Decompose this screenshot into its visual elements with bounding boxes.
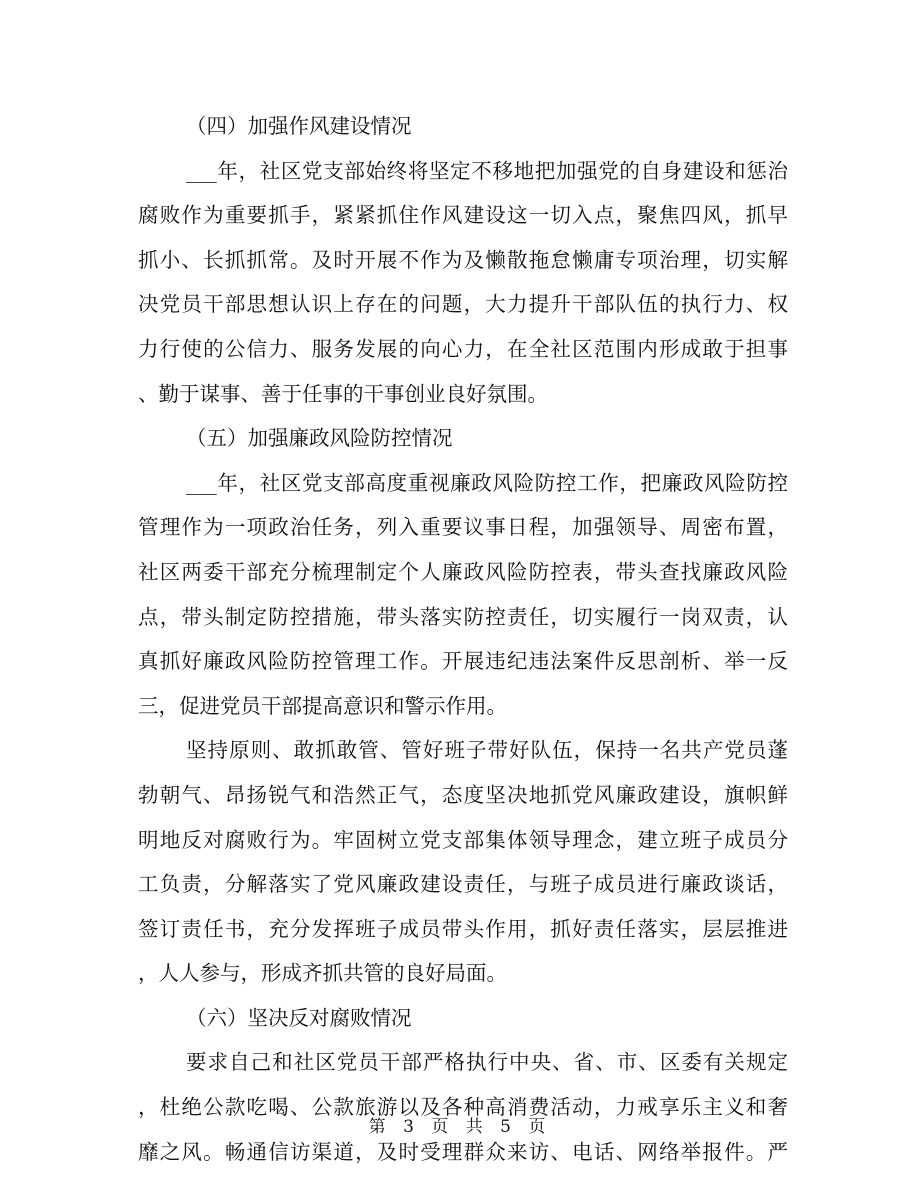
paragraph-line: 坚持原则、敢抓敢管、管好班子带好队伍，保持一名共产党员蓬 [186, 738, 788, 763]
page-number-footer: 第 3 页 共 5 页 [368, 1117, 552, 1137]
paragraph-line: 抓小、长抓抓常。及时开展不作为及懒散拖怠懒庸专项治理，切实解 [138, 247, 788, 272]
paragraph-line: 要求自己和社区党员干部严格执行中央、省、市、区委有关规定 [186, 1050, 788, 1075]
paragraph-line: ，人人参与，形成齐抓共管的良好局面。 [138, 961, 507, 986]
paragraph-line: 力行使的公信力、服务发展的向心力，在全社区范围内形成敢于担事 [138, 336, 788, 361]
section-heading: （六）坚决反对腐败情况 [186, 1005, 412, 1030]
paragraph-line: 决党员干部思想认识上存在的问题，大力提升干部队伍的执行力、权 [138, 292, 788, 317]
paragraph-line: 签订责任书，充分发挥班子成员带头作用，抓好责任落实，层层推进 [138, 916, 788, 941]
paragraph-line: 靡之风。畅通信访渠道，及时受理群众来访、电话、网络举报件。严 [138, 1139, 788, 1164]
paragraph-line: ___年，社区党支部始终将坚定不移地把加强党的自身建设和惩治 [186, 158, 788, 183]
paragraph-line: 、勤于谋事、善于任事的干事创业良好氛围。 [138, 381, 548, 406]
paragraph-line: 勃朝气、昂扬锐气和浩然正气，态度坚决地抓党风廉政建设，旗帜鲜 [138, 782, 788, 807]
paragraph-line: 工负责，分解落实了党风廉政建设责任，与班子成员进行廉政谈话， [138, 872, 788, 897]
paragraph-line: 三，促进党员干部提高意识和警示作用。 [138, 693, 507, 718]
paragraph-line: 社区两委干部充分梳理制定个人廉政风险防控表，带头查找廉政风险 [138, 559, 788, 584]
paragraph-line: ，杜绝公款吃喝、公款旅游以及各种高消费活动，力戒享乐主义和奢 [138, 1095, 788, 1120]
paragraph-line: ___年，社区党支部高度重视廉政风险防控工作，把廉政风险防控 [186, 470, 788, 495]
paragraph-line: 点，带头制定防控措施，带头落实防控责任，切实履行一岗双责，认 [138, 604, 788, 629]
paragraph-line: 管理作为一项政治任务，列入重要议事日程，加强领导、周密布置， [138, 515, 788, 540]
section-heading: （四）加强作风建设情况 [186, 114, 412, 138]
section-heading: （五）加强廉政风险防控情况 [186, 426, 453, 451]
paragraph-line: 明地反对腐败行为。牢固树立党支部集体领导理念，建立班子成员分 [138, 827, 788, 852]
paragraph-line: 腐败作为重要抓手，紧紧抓住作风建设这一切入点，聚焦四风，抓早 [138, 203, 788, 228]
paragraph-line: 真抓好廉政风险防控管理工作。开展违纪违法案件反思剖析、举一反 [138, 649, 788, 674]
document-body [138, 104, 788, 1174]
